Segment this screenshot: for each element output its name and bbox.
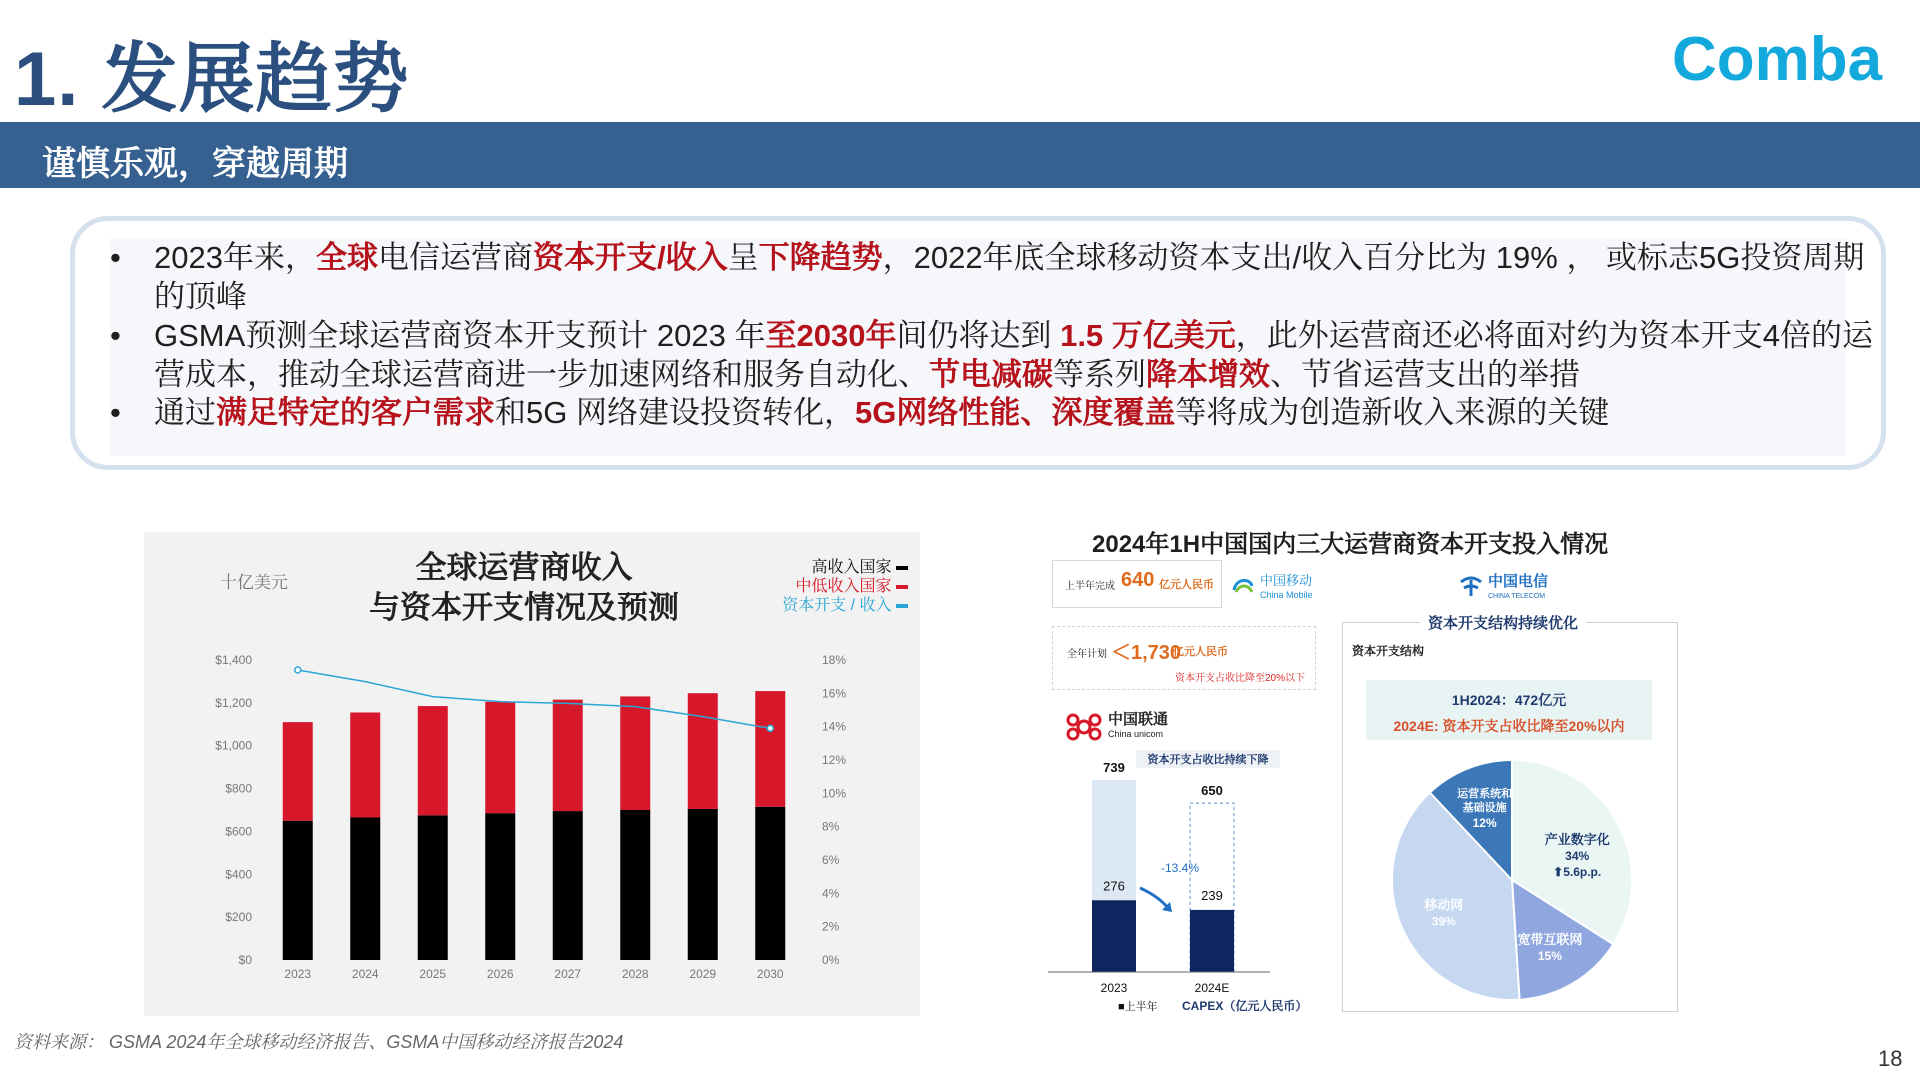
bar-low-income [755,691,785,807]
chart-unit: 十亿美元 [220,573,288,592]
body-text: 通过 [154,395,216,430]
bar-low-income [688,693,718,809]
y-tick-label: $1,400 [215,653,252,667]
bullet-text [154,393,1874,432]
body-text: 、节省运营支出的举措 [1270,357,1580,392]
bar-high-income [688,809,718,960]
mobile-plan-unit: 亿元人民币 [1173,646,1228,658]
unicom-year-label: 2024E [1194,981,1230,995]
mobile-plan-note: 资本开支占收比降至20%以下 [1175,673,1306,684]
chart-title-line1: 全球运营商收入 [415,550,633,585]
legend-low: 中低收入国家 [796,573,908,596]
y2-tick-label: 4% [822,886,840,901]
bar-high-income [283,821,313,960]
mobile-plan-label: 全年计划 [1067,649,1107,660]
pie-label: 宽带互联网 [1517,932,1583,948]
comba-logo [1672,28,1904,90]
telecom-pie-chart [1390,756,1640,1006]
page-number: 18 [1878,1046,1903,1071]
pie-label: 移动网 [1424,897,1464,913]
body-text: 电信运营商 [377,240,533,275]
bar-high-income [553,811,583,960]
mobile-plan-value: ＜1,730 [1111,642,1182,664]
y-tick-label: $200 [225,910,252,925]
page-title: 1. 发展趋势 [14,37,410,122]
highlight-text: 5G网络性能、深度覆盖 [854,395,1176,430]
bar-low-income [620,696,650,810]
logo-text: Comba [1672,28,1883,90]
china-telecom-name: 中国电信 CHINA TELECOM [1488,573,1549,600]
body-text: 呈 [727,240,759,275]
body-text: GSMA预测全球运营商资本开支预计 2023 年 [154,318,766,353]
x-tick-label: 2024 [351,967,379,981]
telecom-struct-label: 资本开支结构 [1352,644,1425,658]
unicom-legend-half: ■上半年 [1118,1001,1158,1013]
bar-low-income [553,700,583,811]
legend-ratio: 资本开支 / 收入 [782,592,908,615]
body-text: ，此外运营商还必将面对约为资本开支4倍的运营成本，推动全球运营商进一步加速网络和服务自动化、 [154,318,1874,392]
unicom-half-label: 239 [1201,887,1223,903]
unicom-note: 资本开支占收比持续下降 [1147,754,1269,766]
pie-label: 运营系统和 [1457,787,1513,800]
pie-label: 产业数字化 [1544,832,1610,848]
y-tick-label: $1,200 [215,695,252,710]
y2-tick-label: 14% [822,719,847,734]
unicom-axis-label: CAPEX（亿元人民币） [1182,999,1308,1013]
pie-percent: 34% [1565,849,1590,864]
y2-tick-label: 12% [822,753,847,767]
y-tick-label: $400 [225,867,252,882]
bar-low-income [418,706,448,815]
bar-high-income [620,810,650,960]
china-unicom-name: 中国联通 China unicom [1108,711,1169,739]
ratio-point [767,725,773,731]
bar-high-income [350,818,380,961]
x-tick-label: 2029 [689,967,717,981]
bullet-dot: • [110,240,121,275]
pie-percent: 15% [1537,949,1562,964]
china-unicom-logo-icon [1062,710,1106,744]
x-tick-label: 2030 [756,967,784,981]
unicom-year-label: 2023 [1100,981,1128,995]
body-text: 和5G 网络建设投资转化， [495,395,855,430]
china-mobile-logo-icon [1230,574,1256,598]
mobile-done-unit: 亿元人民币 [1159,579,1214,591]
bar-high-income [418,815,448,960]
unicom-change-arrow [1140,888,1168,908]
bullet-text [154,316,1874,394]
y-tick-label: $1,000 [215,738,252,753]
bar-low-income [485,702,515,813]
unicom-bar-first-half [1190,910,1234,972]
y2-tick-label: 8% [822,819,840,834]
y2-tick-label: 0% [822,953,840,967]
x-tick-label: 2026 [486,967,514,981]
highlight-text: 资本开支/收入 [532,240,728,275]
unicom-half-label: 276 [1103,878,1125,894]
mobile-done-box [1052,560,1222,608]
banner-title: 谨慎乐观，穿越周期 [42,145,348,183]
unicom-capex-chart [1040,746,1320,1016]
china-mobile-name: 中国移动 China Mobile [1260,573,1313,600]
y2-tick-label: 2% [822,919,840,934]
telecom-info-box [1366,680,1652,740]
revenue-capex-chart [144,532,920,1016]
unicom-change-label: -13.4% [1160,861,1200,875]
highlight-text: 节电减碳 [929,357,1053,392]
body-text: 间仍将达到 [896,318,1061,353]
legend-high: 高收入国家 [812,554,908,577]
ratio-point [295,667,301,673]
bar-high-income [755,807,785,960]
pie-extra: ⬆5.6p.p. [1553,865,1602,880]
source-note: 资料来源： GSMA 2024年全球移动经济报告、GSMA中国移动经济报告2024 [14,1032,624,1052]
highlight-text: 全球 [315,240,378,275]
bullet-dot: • [110,318,121,353]
unicom-bar-first-half [1092,900,1136,972]
y-tick-label: $600 [225,824,252,839]
unicom-total-label: 650 [1201,783,1223,799]
unicom-total-label: 739 [1103,760,1125,775]
y-tick-label: $800 [225,781,252,796]
chart-plot [144,532,920,1016]
mobile-plan-box [1052,626,1316,690]
x-tick-label: 2027 [554,967,582,981]
highlight-text: 降本增效 [1146,357,1270,392]
body-text: 等将成为创造新收入来源的关键 [1175,395,1610,430]
pie-label: 基础设施 [1462,801,1507,814]
telecom-heading: 资本开支结构持续优化 [1420,612,1586,633]
bar-low-income [283,722,313,821]
y2-tick-label: 16% [822,686,847,701]
bullet-dot: • [110,395,121,430]
y2-tick-label: 6% [822,853,840,867]
x-tick-label: 2025 [419,967,447,981]
body-text: ，2022年底全球移动资本支出/收入百分比为 19% ， 或标志5G投资周期的顶峰 [154,240,1865,314]
body-text: 2023年来， [154,240,316,275]
highlight-text: 1.5 万亿美元 [1060,318,1236,353]
bar-high-income [485,813,515,960]
pie-percent: 12% [1472,815,1497,830]
y2-tick-label: 18% [822,653,847,667]
highlight-text: 满足特定的客户需求 [216,395,495,430]
telecom-line1: 1H2024：472亿元 [1451,692,1567,708]
telecom-line2: 2024E: 资本开支占收比降至20%以内 [1393,718,1625,734]
y2-tick-label: 10% [822,786,847,801]
right-panel-title: 2024年1H中国国内三大运营商资本开支投入情况 [1092,531,1609,558]
highlight-text: 至2030年 [765,318,897,353]
chart-title-line2: 与资本开支情况及预测 [369,590,679,625]
x-tick-label: 2023 [284,967,312,981]
body-text: 等系列 [1053,357,1146,392]
bullet-text [154,238,1874,316]
mobile-done-label: 上半年完成 [1065,581,1115,592]
mobile-done-value: 640 [1121,569,1155,591]
china-telecom-logo-icon [1458,574,1484,598]
y-tick-label: $0 [238,953,252,967]
highlight-text: 下降趋势 [758,240,883,275]
bar-low-income [350,713,380,818]
pie-percent: 39% [1431,914,1456,929]
x-tick-label: 2028 [621,967,649,981]
